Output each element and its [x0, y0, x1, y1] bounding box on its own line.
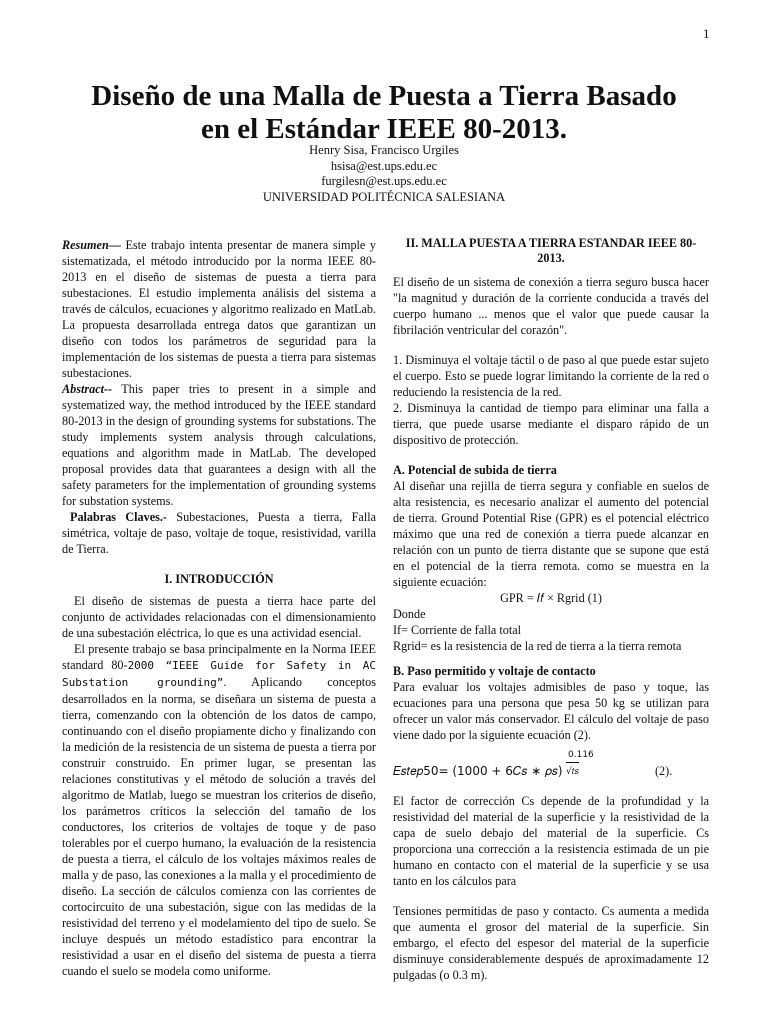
equation-2-number: (2). [655, 764, 673, 778]
equation-2 [393, 747, 709, 787]
intro-p2-start: El presente trabajo se basa principalmente en la Norma IEEE standard 80- [62, 642, 376, 672]
subsection-b-text: Para evaluar los voltajes admisibles de paso y toque, las ecuaciones para una persona que pesa 50 kg se utilizan para ofrecer un valor más conservador. El cálculo del voltaje de paso viene dado por la siguiente ecuación (2). [393, 680, 709, 742]
equation-2-numerator: 0.116 [568, 750, 594, 760]
intro-paragraph-1: El diseño de sistemas de puesta a tierra hace parte del conjunto de actividades relacionadas con el dimensionamiento de una subestación eléctrica, lo que es una actividad esencial. [62, 594, 376, 640]
definition-rgrid: Rgrid= es la resistencia de la red de tierra a la tierra remota [393, 639, 682, 653]
equation-1: GPR = 𝐼𝑓 × Rgrid (1) [500, 591, 602, 605]
donde-label: Donde [393, 607, 426, 621]
title-line-2: en el Estándar IEEE 80-2013. [200, 113, 568, 145]
section-2-title-line-2: 2013. [537, 251, 565, 265]
left-column [62, 237, 376, 979]
cs-paragraph: El factor de corrección Cs depende de la profundidad y la resistividad del material de la superficie y la resistividad de la capa de suelo debajo del material de la superficie. Cs proporciona una corrección a la resistencia estimada de un pie humano en contacto con el material de la superficie y se usa tanto en los cálculos para [393, 794, 709, 888]
page-number: 1 [703, 26, 710, 41]
intro-p2-rest: . Aplicando conceptos desarrollados en la norma, se diseñara un sistema de puesta a tierra, comenzando con la obtención de los datos de campo, continuando con el diseño propiamente dicho y finalizando con la medición de la resistencia de un sistema de puesta a tierra por construir construido. En primer lugar, se presentan las relaciones constitutivas y el método de solución a través del algoritmo de Matlab, luego se muestran los criterios de diseño, los parámetros críticos la selección del tamaño de los conductores, los criterios de voltajes de toque y de paso tolerables por el cuerpo humano, la evaluación de la resistencia de puesta a tierra, el cálculo de los voltajes máximos reales de malla y de paso, las conexiones a la malla y el procedimiento de diseño. La sección de cálculos comienza con las corrientes de cortocircuito de una subestación, sigue con las medidas de la resistividad del terreno y el modelamiento del tipo de suelo. Se incluye después un método estadístico para encontrar la resistividad a usar en el diseño del sistema de puesta a tierra cuando el suelo se modela como uniforme. [62, 675, 377, 978]
abstract-paragraph [62, 381, 376, 509]
subsection-b-title: B. Paso permitido y voltaje de contacto [393, 664, 596, 678]
author-block [140, 143, 628, 205]
author-email-1: hsisa@est.ups.edu.ec [330, 158, 438, 173]
keywords-paragraph [62, 509, 376, 557]
section-2-title [393, 236, 709, 266]
equation-2-denominator: √𝑡𝑠 [566, 762, 579, 780]
paper-title [40, 80, 728, 146]
intro-p2-standard: 2000 “IEEE Guide for Safety in AC Substation grounding” [62, 659, 376, 689]
resumen-paragraph [62, 237, 376, 381]
author-names: Henry Sisa, Francisco Urgiles [309, 143, 459, 157]
title-line-1: Diseño de una Malla de Puesta a Tierra Basado [91, 80, 677, 112]
resumen-label: Resumen— [62, 238, 121, 252]
list-item-2: 2. Disminuya la cantidad de tiempo para eliminar una falla a tierra, que puede usarse mediante el disparo rápido de un dispositivo de protección. [393, 401, 709, 447]
tensiones-paragraph: Tensiones permitidas de paso y contacto. Cs aumenta a medida que aumenta el grosor del material de la superficie. Sin embargo, el efecto del espesor del material de la superficie disminuye considerablemente después de aproximadamente 12 pulgadas (o 0.3 m). [393, 904, 709, 982]
definition-if: If= Corriente de falla total [393, 623, 522, 637]
abstract-label: Abstract-- [62, 382, 113, 396]
section-2-title-line-1: II. MALLA PUESTA A TIERRA ESTANDAR IEEE 80- [405, 236, 697, 250]
equation-2-main: 𝐸𝑠𝑡𝑒𝑝50= (1000 + 6𝐶𝑠 ∗ 𝜌𝑠) [393, 764, 563, 778]
resumen-text: Este trabajo intenta presentar de manera simple y sistematizada, el método introducido por la norma IEEE 80-2013 en el diseño de sistemas de puesta a tierra para subestaciones. El estudio implementa análisis del sistema a través de cálculos, ecuaciones y algoritmo realizado en MatLab. La propuesta desarrollada entrega datos que garantizan un diseño con todos los parámetros de seguridad para la implementación de los sistemas de puesta a tierra para sistemas subestaciones. [62, 238, 376, 380]
subsection-a-title: A. Potencial de subida de tierra [393, 463, 557, 477]
section-2-paragraph: El diseño de un sistema de conexión a tierra seguro busca hacer "la magnitud y duración de la corriente conducida a través del cuerpo humano ... menos que el valor que puede causar la fibrilación ventricular del corazón". [393, 275, 709, 337]
author-institution: UNIVERSIDAD POLITÉCNICA SALESIANA [262, 189, 506, 204]
section-1-title: I. INTRODUCCIÓN [164, 572, 274, 586]
intro-paragraph-2 [62, 641, 376, 979]
list-item-1: 1. Disminuya el voltaje táctil o de paso al que puede estar sujeto el cuerpo. Esto se puede lograr limitando la corriente de la red o reduciendo la resistencia de la red. [393, 353, 709, 399]
author-email-2: furgilesn@est.ups.edu.ec [321, 174, 447, 188]
keywords-text: Subestaciones, Puesta a tierra, Falla simétrica, voltaje de paso, voltaje de toque, resistividad, varilla de Tierra. [62, 510, 376, 556]
right-column [393, 236, 709, 983]
abstract-text: This paper tries to present in a simple and systematized way, the method introduced by the IEEE standard 80-2013 in the design of grounding systems for substations. The study implements system analysis through calculations, equations and algorithm made in MatLab. The developed proposal provides data that guarantees a design with all the safety parameters for the implementation of grounding systems for substation systems. [62, 382, 376, 508]
keywords-label: Palabras Claves.- [70, 510, 167, 524]
subsection-a-text: Al diseñar una rejilla de tierra segura y confiable en suelos de alta resistencia, es necesario analizar el aumento del potencial de tierra. Ground Potential Rise (GPR) es el potencial eléctrico máximo que una red de conexión a tierra puede alcanzar en relación con un punto de tierra distante que se supone que está en el potencial de la tierra remota. como se muestra en la siguiente ecuación: [393, 479, 709, 589]
